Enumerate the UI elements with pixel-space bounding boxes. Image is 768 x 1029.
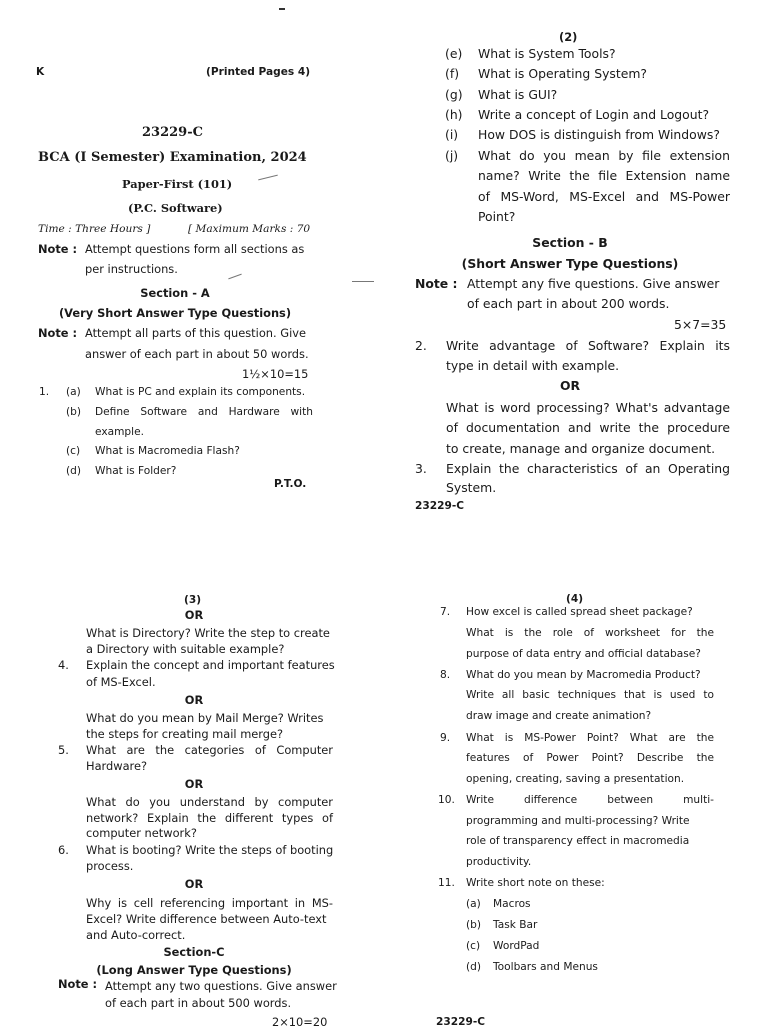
question-text: of MS-Excel. (86, 675, 156, 689)
question-text: programming and multi-processing? Write (466, 815, 690, 827)
sub-question-text: Point? (478, 209, 516, 224)
sub-question-label: (c) (66, 445, 81, 457)
note-label: Note : (58, 977, 98, 991)
question-text: What is the role of worksheet for the (466, 627, 714, 639)
note-line: of each part in about 500 words. (105, 996, 292, 1010)
sub-question-label: (d) (66, 465, 81, 477)
question-number: 1. (39, 386, 50, 398)
question-text: computer network? (86, 826, 197, 840)
sub-question-text: name? Write the file Extension name (478, 168, 730, 183)
question-text: to create, manage and organize document. (446, 441, 716, 456)
sub-question-text: How DOS is distinguish from Windows? (478, 127, 720, 142)
sub-question-label: (h) (445, 107, 463, 122)
question-text: What are the categories of Computer (86, 743, 333, 757)
or-divider: OR (184, 608, 204, 622)
question-number: 3. (415, 461, 427, 476)
question-text: What is booting? Write the steps of booting (86, 843, 334, 857)
or-divider: OR (184, 693, 204, 707)
footer-code: 23229-C (436, 1016, 486, 1028)
sub-question-text: What is System Tools? (478, 46, 616, 61)
scan-mark (352, 281, 374, 282)
question-text: productivity. (466, 856, 532, 868)
question-text: Excel? Write difference between Auto-text (86, 912, 327, 926)
question-text: System. (446, 480, 497, 495)
note-label: Note : (415, 276, 458, 291)
question-text: Explain the concept and important features (86, 658, 335, 672)
question-text: process. (86, 859, 134, 873)
question-number: 9. (440, 732, 451, 744)
sub-question-label: (b) (466, 919, 481, 931)
question-text: Why is cell referencing important in MS- (86, 896, 333, 910)
question-text: What is MS-Power Point? What are the (466, 732, 714, 744)
question-text: Write all basic techniques that is used to (466, 689, 714, 701)
subject: (P.C. Software) (128, 201, 223, 215)
question-number: 11. (438, 877, 455, 889)
sub-question-label: (g) (445, 87, 463, 102)
footer-code: 23229-C (415, 500, 465, 512)
question-number: 5. (58, 743, 69, 757)
page-number: (2) (559, 30, 578, 44)
please-turn-over: P.T.O. (274, 478, 307, 490)
question-text: of documentation and write the procedure (446, 420, 730, 435)
paper-code: 23229-C (142, 125, 203, 140)
note-label: Note : (38, 242, 78, 256)
section-c-subtitle: (Long Answer Type Questions) (96, 963, 292, 977)
sub-question-label: (d) (466, 961, 481, 973)
sub-question-text: of MS-Word, MS-Excel and MS-Power (478, 189, 730, 204)
question-text: Explain the characteristics of an Operating (446, 461, 730, 476)
question-text: network? Explain the different types of (86, 811, 333, 825)
question-text: a Directory with suitable example? (86, 642, 285, 656)
question-number: 10. (438, 794, 455, 806)
sub-question-text: What do you mean by file extension (478, 148, 730, 163)
question-text: Hardware? (86, 759, 148, 773)
note-line: Attempt any five questions. Give answer (467, 276, 720, 291)
question-text: type in detail with example. (446, 358, 620, 373)
section-b-title: Section - B (532, 235, 608, 250)
or-divider: OR (559, 378, 581, 393)
sub-question-label: (e) (445, 46, 463, 61)
sub-question-text: WordPad (493, 940, 540, 952)
question-number: 2. (415, 338, 427, 353)
scan-speck (279, 8, 285, 10)
or-divider: OR (184, 877, 204, 891)
sub-question-text: Define Software and Hardware with (95, 406, 313, 418)
page-number: (4) (566, 593, 584, 605)
sub-question-text: What is Macromedia Flash? (95, 445, 240, 457)
marks-scheme: 1½×10=15 (242, 367, 309, 381)
sub-question-text: Macros (493, 898, 531, 910)
sub-question-text: What is GUI? (478, 87, 558, 102)
question-text: What is word processing? What's advantage (446, 400, 730, 415)
marks-scheme: 5×7=35 (674, 317, 727, 332)
sub-question-text: Write a concept of Login and Logout? (478, 107, 710, 122)
note-line: answer of each part in about 50 words. (85, 347, 309, 361)
scan-mark (228, 274, 241, 280)
question-text: What do you mean by Mail Merge? Writes (86, 711, 324, 725)
page-number: (3) (184, 594, 202, 606)
question-text: and Auto-correct. (86, 928, 186, 942)
note-label: Note : (38, 326, 78, 340)
question-text: purpose of data entry and official database? (466, 648, 701, 660)
sub-question-label: (f) (445, 66, 460, 81)
sub-question-label: (b) (66, 406, 81, 418)
note-line: of each part in about 200 words. (467, 296, 670, 311)
question-number: 7. (440, 606, 451, 618)
note-line: per instructions. (85, 262, 178, 276)
sub-question-text: example. (95, 426, 144, 438)
printed-pages: (Printed Pages 4) (206, 66, 311, 78)
question-text: Write advantage of Software? Explain its (446, 338, 730, 353)
sub-question-label: (i) (445, 127, 459, 142)
question-text: Write difference between multi- (466, 794, 714, 806)
sub-question-label: (j) (445, 148, 459, 163)
sub-question-text: What is Operating System? (478, 66, 647, 81)
question-text: What is Directory? Write the step to create (86, 626, 330, 640)
question-text: opening, creating, saving a presentation. (466, 773, 685, 785)
sub-question-text: Toolbars and Menus (493, 961, 598, 973)
note-line: Attempt questions form all sections as (85, 242, 305, 256)
note-line: Attempt any two questions. Give answer (105, 979, 337, 993)
question-text: draw image and create animation? (466, 710, 652, 722)
paper-number: Paper-First (101) (122, 177, 233, 191)
marks-scheme: 2×10=20 (272, 1015, 328, 1029)
section-a-subtitle: (Very Short Answer Type Questions) (58, 306, 292, 320)
sub-question-label: (a) (66, 386, 81, 398)
question-text: role of transparency effect in macromedia (466, 835, 690, 847)
question-text: Write short note on these: (466, 877, 605, 889)
section-c-title: Section-C (163, 945, 225, 959)
time-allowed: Time : Three Hours ] (38, 223, 151, 235)
or-divider: OR (184, 777, 204, 791)
k-mark: K (36, 66, 45, 78)
section-a-title: Section - A (140, 286, 210, 300)
exam-title: BCA (I Semester) Examination, 2024 (38, 150, 307, 165)
sub-question-label: (c) (466, 940, 481, 952)
question-number: 6. (58, 843, 69, 857)
question-text: How excel is called spread sheet package? (466, 606, 693, 618)
sub-question-text: What is Folder? (95, 465, 177, 477)
sub-question-text: Task Bar (493, 919, 538, 931)
maximum-marks: [ Maximum Marks : 70 (188, 223, 311, 235)
question-text: What do you mean by Macromedia Product? (466, 669, 701, 681)
note-line: Attempt all parts of this question. Give (85, 326, 306, 340)
question-number: 8. (440, 669, 451, 681)
scan-mark (258, 175, 278, 181)
question-text: features of Power Point? Describe the (466, 752, 714, 764)
section-b-subtitle: (Short Answer Type Questions) (461, 256, 679, 271)
question-number: 4. (58, 658, 69, 672)
sub-question-text: What is PC and explain its components. (95, 386, 306, 398)
question-text: What do you understand by computer (86, 795, 333, 809)
sub-question-label: (a) (466, 898, 481, 910)
question-text: the steps for creating mail merge? (86, 727, 284, 741)
